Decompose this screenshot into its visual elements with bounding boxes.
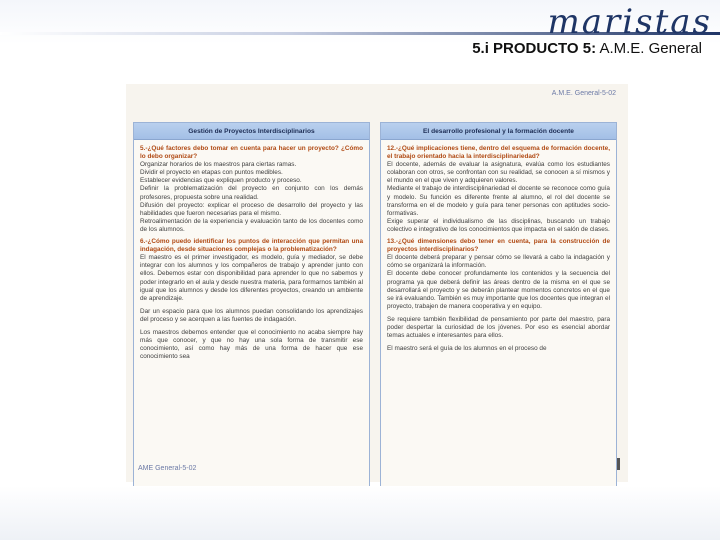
left-column-heading: Gestión de Proyectos Interdisciplinarios: [134, 123, 369, 140]
footer-band: [0, 486, 720, 540]
paragraph: El maestro será el guía de los alumnos en el proceso de: [387, 345, 547, 353]
left-column-body: [134, 140, 369, 361]
maristas-logo: maristas: [547, 2, 712, 42]
paragraph: Exige superar el individualismo de las disciplinas, buscando un trabajo colectivo e integrativo de los conocimientos que impacta en el salón de clases.: [387, 217, 610, 233]
question-13: 13.-¿Qué dimensiones debo tener en cuenta, para la construcción de proyectos interdisciplinarios?: [387, 238, 610, 254]
slide-title-rest: A.M.E. General: [596, 40, 702, 57]
paragraph: Establecer evidencias que expliquen producto y proceso.: [140, 177, 302, 185]
question-5: 5.-¿Qué factores debo tomar en cuenta para hacer un proyecto? ¿Cómo lo debo organizar?: [140, 145, 363, 161]
right-column-body: [381, 140, 616, 353]
paragraph: Dar un espacio para que los alumnos puedan consolidando los aprendizajes del proceso y se acerquen a las fuentes de indagación.: [140, 307, 363, 323]
right-column: [380, 122, 617, 540]
paragraph: Organizar horarios de los maestros para ciertas ramas.: [140, 161, 297, 169]
paragraph: El docente, además de evaluar la asignatura, evalúa como los estudiantes colaboran con otros, se confrontan con su realidad, se conocen a sí mismos y el mundo en el que viven y adquieren valores.: [387, 161, 610, 185]
paragraph: Retroalimentación de la experiencia y evaluación tanto de los docentes como de los alumnos.: [140, 217, 363, 233]
slide-title-prefix: 5.i PRODUCTO 5:: [472, 40, 597, 57]
right-column-heading: El desarrollo profesional y la formación docente: [381, 123, 616, 140]
document-footer: AME General-5-02: [138, 465, 197, 472]
paragraph: El docente debe conocer profundamente los contenidos y la secuencia del programa ya que deberá definir las áreas dentro de la misma en el que se desarrollará el proyecto y se deberán plantear momentos concretos en el que se irá evaluando. También es muy importante que los docentes que integran el proyecto, trabajen de manera cooperativa y en equipo.: [387, 270, 610, 310]
document-reference: A.M.E. General-5-02: [551, 90, 616, 97]
question-6: 6.-¿Cómo puedo identificar los puntos de interacción que permitan una indagación, desde situaciones complejas o la problematización?: [140, 238, 363, 254]
paragraph: Definir la problematización del proyecto en conjunto con los demás profesores, propuesta sobre una realidad.: [140, 185, 363, 201]
question-12: 12.-¿Qué implicaciones tiene, dentro del esquema de formación docente, el trabajo orientado hacia la interdisciplinariedad?: [387, 145, 610, 161]
left-column: [133, 122, 370, 540]
paragraph: Mediante el trabajo de interdisciplinariedad el docente se reconoce como guía y modelo. Su función es diferente frente al alumno, el rol del docente se transforma en el de modelo y guía para tener personas con aptitudes socio-formativas.: [387, 185, 610, 217]
paragraph: El maestro es el primer investigador, es modelo, guía y mediador, se debe integrar con los alumnos y los compañeros de trabajo y aprender junto con ellos. Debemos estar con disponibilidad para aprender lo que no sabemos y poder integrarlo en el aula y desde nuestra materia, para formarnos también al igual que los alumnos y desde los diferentes proyectos, creando un ambiente de aprendizaje.: [140, 254, 363, 302]
page-marker: [617, 458, 620, 470]
paragraph: Difusión del proyecto: explicar el proceso de desarrollo del proyecto y las habilidades que fueron necesarias para el mismo.: [140, 201, 363, 217]
slide-title: [472, 40, 702, 57]
paragraph: Dividir el proyecto en etapas con puntos medibles.: [140, 169, 283, 177]
paragraph: Se requiere también flexibilidad de pensamiento por parte del maestro, para poder despertar la curiosidad de los jóvenes. Por eso es esencial abordar temas actuales e interesantes para ellos.: [387, 315, 610, 340]
paragraph: El docente deberá preparar y pensar cómo se llevará a cabo la indagación y cómo se organizará la información.: [387, 254, 610, 270]
scanned-document: [126, 84, 628, 482]
paragraph: Los maestros debemos entender que el conocimiento no acaba siempre hay más que conocer, y que no hay una sola forma de transmitir ese conocimiento, así como hay más de una forma de hacer que ese conocimiento sea: [140, 328, 363, 361]
